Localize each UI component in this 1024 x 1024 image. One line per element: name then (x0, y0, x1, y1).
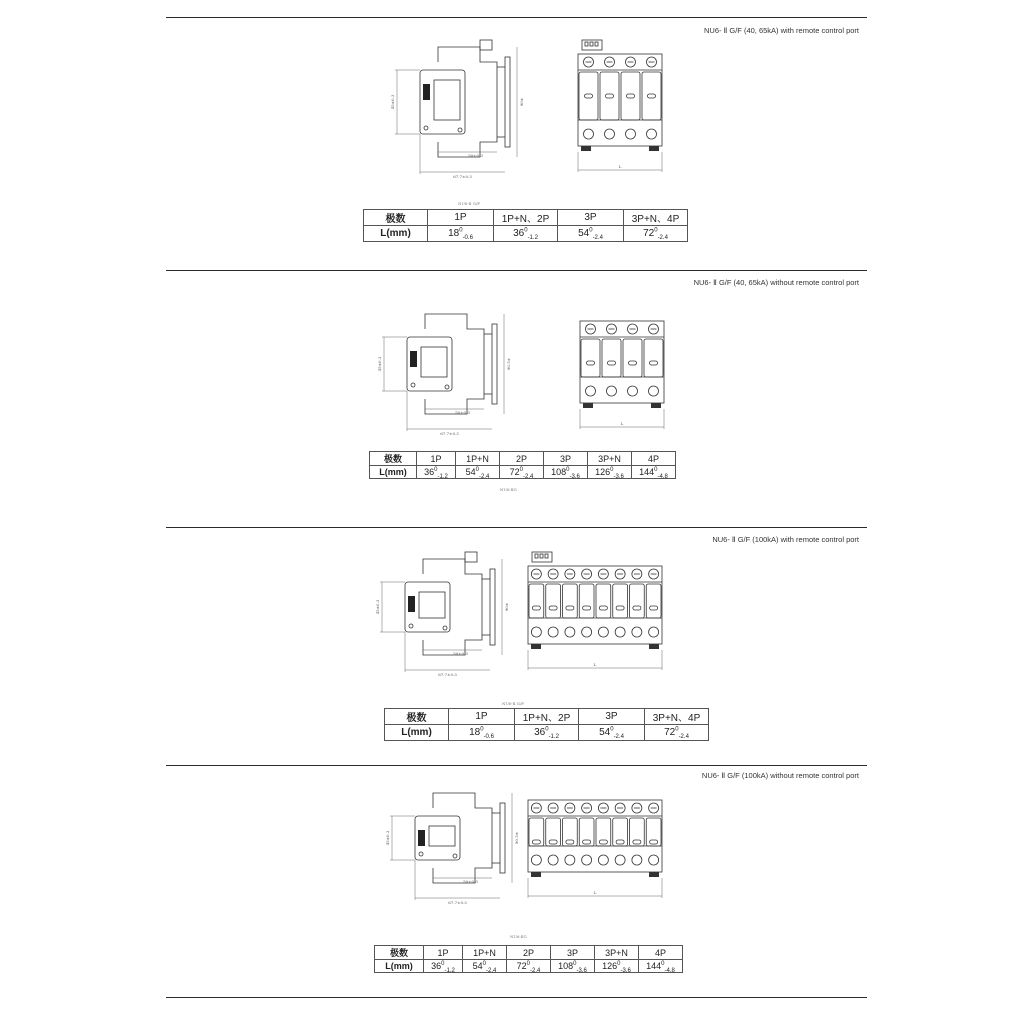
port-pin-icon (585, 42, 588, 46)
bottom-terminal-icon (649, 386, 659, 396)
pole-module (630, 584, 645, 618)
table-header-cell: 1P (424, 946, 463, 960)
table-header-row (370, 452, 676, 466)
screw-icon (453, 854, 457, 858)
din-rail (492, 324, 497, 404)
screw-icon (409, 624, 413, 628)
pole-indicator-icon (608, 361, 616, 365)
depth-dimension-label: 50±0.3 (455, 410, 470, 415)
front-view-drawing (520, 780, 670, 910)
din-clip (531, 644, 541, 649)
bottom-terminal-icon (582, 855, 592, 865)
section-title: NU6- Ⅱ G/F (100kA) without remote control port (701, 771, 859, 780)
overall-depth-label: 67.7±0.3 (440, 431, 459, 436)
table-header-cell: 3P (558, 210, 624, 226)
table-cell: $54^0_{-2.4}$ (558, 226, 624, 242)
pole-indicator-icon (566, 606, 574, 610)
indicator-window (419, 592, 445, 618)
din-clip (581, 146, 591, 151)
row-label: L(mm) (375, 960, 424, 973)
bottom-terminal-icon (615, 855, 625, 865)
side-view-drawing (385, 34, 525, 184)
table-cell: $72^0_{-2.4}$ (645, 725, 709, 741)
bottom-terminal-icon (531, 855, 541, 865)
port-pin-icon (545, 554, 548, 558)
pole-indicator-icon (627, 94, 635, 98)
bottom-terminal-icon (632, 855, 642, 865)
length-dimension-label: L (620, 421, 624, 426)
overall-height-label: 90± (504, 602, 509, 612)
pole-indicator-icon (650, 840, 658, 844)
section-rule-top (166, 270, 867, 271)
section-title: NU6- Ⅱ G/F (40, 65kA) with remote control port (704, 26, 859, 35)
table-cell: $54^0_{-2.4}$ (456, 466, 500, 479)
housing-outline (423, 559, 482, 655)
screw-icon (419, 852, 423, 856)
housing-outline (433, 793, 492, 883)
remote-port (465, 552, 477, 562)
din-clip (649, 872, 659, 877)
drawing-caption: NU6-ⅡG (510, 934, 527, 939)
table-header-cell: 4P (632, 452, 676, 466)
section-rule-top (166, 527, 867, 528)
pole-module (546, 584, 561, 618)
depth-dimension-label: 50±0.3 (463, 879, 478, 884)
table-header-cell: 3P+N、4P (645, 709, 709, 725)
overall-depth-label: 67.7±0.3 (453, 174, 472, 179)
bottom-terminal-icon (565, 855, 575, 865)
indicator-window (434, 80, 460, 120)
table-cell: $144^0_{-4.8}$ (639, 960, 683, 973)
bottom-terminal-icon (598, 627, 608, 637)
pole-indicator-icon (599, 606, 607, 610)
bottom-terminal-icon (565, 627, 575, 637)
overall-height-label: 90.5± (514, 831, 519, 845)
table-header-cell: 3P (544, 452, 588, 466)
table-header-cell: 4P (639, 946, 683, 960)
height-dimension-label: 45±0.3 (385, 830, 390, 846)
din-rail (505, 57, 510, 147)
table-header-cell: 2P (507, 946, 551, 960)
brand-logo-icon (408, 596, 415, 612)
section-rule-bottom (166, 997, 867, 998)
pole-indicator-icon (583, 840, 591, 844)
pole-module (579, 584, 594, 618)
pole-indicator-icon (549, 840, 557, 844)
table-header-cell: 极数 (375, 946, 424, 960)
bottom-terminal-icon (615, 627, 625, 637)
pole-indicator-icon (532, 840, 540, 844)
table-header-row (385, 709, 709, 725)
screw-icon (411, 383, 415, 387)
dimension-table (363, 209, 688, 242)
screw-icon (458, 128, 462, 132)
pole-module (613, 818, 628, 846)
pole-module (563, 584, 578, 618)
table-cell: $126^0_{-3.6}$ (595, 960, 639, 973)
dimension-table (374, 945, 683, 973)
table-cell: $144^0_{-4.8}$ (632, 466, 676, 479)
table-header-cell: 极数 (385, 709, 449, 725)
overall-height-label: 90± (519, 97, 524, 107)
table-header-row (364, 210, 688, 226)
din-clip (649, 644, 659, 649)
length-dimension-label: L (593, 662, 597, 667)
din-clip (583, 403, 593, 408)
table-header-cell: 1P+N (463, 946, 507, 960)
pole-indicator-icon (587, 361, 595, 365)
pole-indicator-icon (616, 606, 624, 610)
brand-logo-icon (410, 351, 417, 367)
table-cell: $36^0_{-1.2}$ (515, 725, 579, 741)
table-cell: $36^0_{-1.2}$ (417, 466, 456, 479)
drawing-caption: NU6-Ⅱ G/F (502, 701, 525, 706)
bottom-terminal-icon (548, 627, 558, 637)
table-row (370, 466, 676, 479)
pole-indicator-icon (633, 840, 641, 844)
bottom-terminal-icon (584, 129, 594, 139)
bottom-terminal-icon (605, 129, 615, 139)
indicator-window (429, 826, 455, 846)
table-cell: $108^0_{-3.6}$ (544, 466, 588, 479)
section-rule-top (166, 765, 867, 766)
pole-indicator-icon (599, 840, 607, 844)
section-title: NU6- Ⅱ G/F (40, 65kA) without remote control port (693, 278, 859, 287)
pole-module (644, 339, 663, 377)
drawing-caption: NU6-Ⅱ G/F (458, 201, 481, 206)
table-row (375, 960, 683, 973)
length-dimension-label: L (618, 164, 622, 169)
pole-indicator-icon (606, 94, 614, 98)
pole-module (613, 584, 628, 618)
bottom-terminal-icon (607, 386, 617, 396)
pole-module (600, 72, 619, 120)
table-header-cell: 3P (579, 709, 645, 725)
table-header-cell: 1P (417, 452, 456, 466)
pole-module (581, 339, 600, 377)
port-pin-icon (595, 42, 598, 46)
port-pin-icon (590, 42, 593, 46)
table-header-cell: 3P+N (595, 946, 639, 960)
table-cell: $72^0_{-2.4}$ (624, 226, 688, 242)
row-label: L(mm) (385, 725, 449, 741)
table-row (364, 226, 688, 242)
module-body (420, 70, 465, 134)
pole-indicator-icon (650, 606, 658, 610)
table-header-cell: 极数 (364, 210, 428, 226)
table-cell: $18^0_{-0.6}$ (449, 725, 515, 741)
pole-module (646, 584, 661, 618)
table-header-cell: 2P (500, 452, 544, 466)
pole-module (529, 818, 544, 846)
front-view-drawing (570, 34, 670, 184)
pole-module (529, 584, 544, 618)
remote-port (480, 40, 492, 50)
pole-indicator-icon (616, 840, 624, 844)
dimension-table (369, 451, 676, 479)
row-label: L(mm) (364, 226, 428, 242)
pole-indicator-icon (532, 606, 540, 610)
bottom-terminal-icon (548, 855, 558, 865)
drawing-caption: NU6-ⅡG (500, 487, 517, 492)
pole-module (596, 818, 611, 846)
din-rail (490, 569, 495, 645)
din-clip (531, 872, 541, 877)
table-cell: $36^0_{-1.2}$ (424, 960, 463, 973)
bottom-terminal-icon (586, 386, 596, 396)
bottom-terminal-icon (626, 129, 636, 139)
pole-indicator-icon (583, 606, 591, 610)
section-title: NU6- Ⅱ G/F (100kA) with remote control port (712, 535, 859, 544)
table-header-cell: 1P+N、2P (494, 210, 558, 226)
port-pin-icon (535, 554, 538, 558)
length-dimension-label: L (593, 890, 597, 895)
table-header-row (375, 946, 683, 960)
front-outline (578, 54, 662, 146)
housing-outline (438, 47, 497, 157)
table-header-cell: 极数 (370, 452, 417, 466)
pole-module (623, 339, 642, 377)
table-cell: $36^0_{-1.2}$ (494, 226, 558, 242)
table-cell: $18^0_{-0.6}$ (428, 226, 494, 242)
pole-module (563, 818, 578, 846)
table-cell: $54^0_{-2.4}$ (579, 725, 645, 741)
depth-dimension-label: 50±0.3 (468, 153, 483, 158)
dimension-table (384, 708, 709, 741)
pole-indicator-icon (566, 840, 574, 844)
pole-indicator-icon (648, 94, 656, 98)
table-header-cell: 1P (449, 709, 515, 725)
screw-icon (445, 385, 449, 389)
side-view-drawing (380, 780, 520, 910)
pole-module (642, 72, 661, 120)
indicator-window (421, 347, 447, 377)
table-cell: $108^0_{-3.6}$ (551, 960, 595, 973)
table-header-cell: 1P+N、2P (515, 709, 579, 725)
pole-module (602, 339, 621, 377)
pole-module (546, 818, 561, 846)
row-label: L(mm) (370, 466, 417, 479)
overall-height-label: 90.5± (506, 357, 511, 371)
table-header-cell: 3P (551, 946, 595, 960)
pole-indicator-icon (633, 606, 641, 610)
bottom-terminal-icon (632, 627, 642, 637)
overall-depth-label: 67.7±0.3 (448, 900, 467, 905)
pole-indicator-icon (629, 361, 637, 365)
pole-module (630, 818, 645, 846)
brand-logo-icon (423, 84, 430, 100)
section-rule-top (166, 17, 867, 18)
din-rail (500, 803, 505, 873)
din-clip (649, 146, 659, 151)
bottom-terminal-icon (649, 855, 659, 865)
height-dimension-label: 45±0.3 (375, 599, 380, 615)
bottom-terminal-icon (628, 386, 638, 396)
pole-module (621, 72, 640, 120)
pole-indicator-icon (650, 361, 658, 365)
pole-indicator-icon (585, 94, 593, 98)
table-header-cell: 3P+N (588, 452, 632, 466)
table-header-cell: 1P+N (456, 452, 500, 466)
port-pin-icon (540, 554, 543, 558)
bottom-terminal-icon (598, 855, 608, 865)
bottom-terminal-icon (531, 627, 541, 637)
screw-icon (424, 126, 428, 130)
pole-module (579, 72, 598, 120)
overall-depth-label: 67.7±0.3 (438, 672, 457, 677)
table-row (385, 725, 709, 741)
din-clip (651, 403, 661, 408)
front-view-drawing (520, 546, 670, 682)
bottom-terminal-icon (649, 627, 659, 637)
table-cell: $54^0_{-2.4}$ (463, 960, 507, 973)
height-dimension-label: 45±0.3 (377, 356, 382, 372)
pole-module (646, 818, 661, 846)
front-view-drawing (572, 301, 672, 441)
depth-dimension-label: 50±0.3 (453, 651, 468, 656)
table-header-cell: 1P (428, 210, 494, 226)
bottom-terminal-icon (647, 129, 657, 139)
side-view-drawing (372, 301, 522, 441)
housing-outline (425, 314, 484, 414)
pole-module (579, 818, 594, 846)
pole-module (596, 584, 611, 618)
table-cell: $72^0_{-2.4}$ (507, 960, 551, 973)
screw-icon (443, 626, 447, 630)
bottom-terminal-icon (582, 627, 592, 637)
table-header-cell: 3P+N、4P (624, 210, 688, 226)
side-view-drawing (370, 546, 510, 682)
table-cell: $126^0_{-3.6}$ (588, 466, 632, 479)
brand-logo-icon (418, 830, 425, 846)
table-cell: $72^0_{-2.4}$ (500, 466, 544, 479)
height-dimension-label: 45±0.3 (390, 94, 395, 110)
pole-indicator-icon (549, 606, 557, 610)
